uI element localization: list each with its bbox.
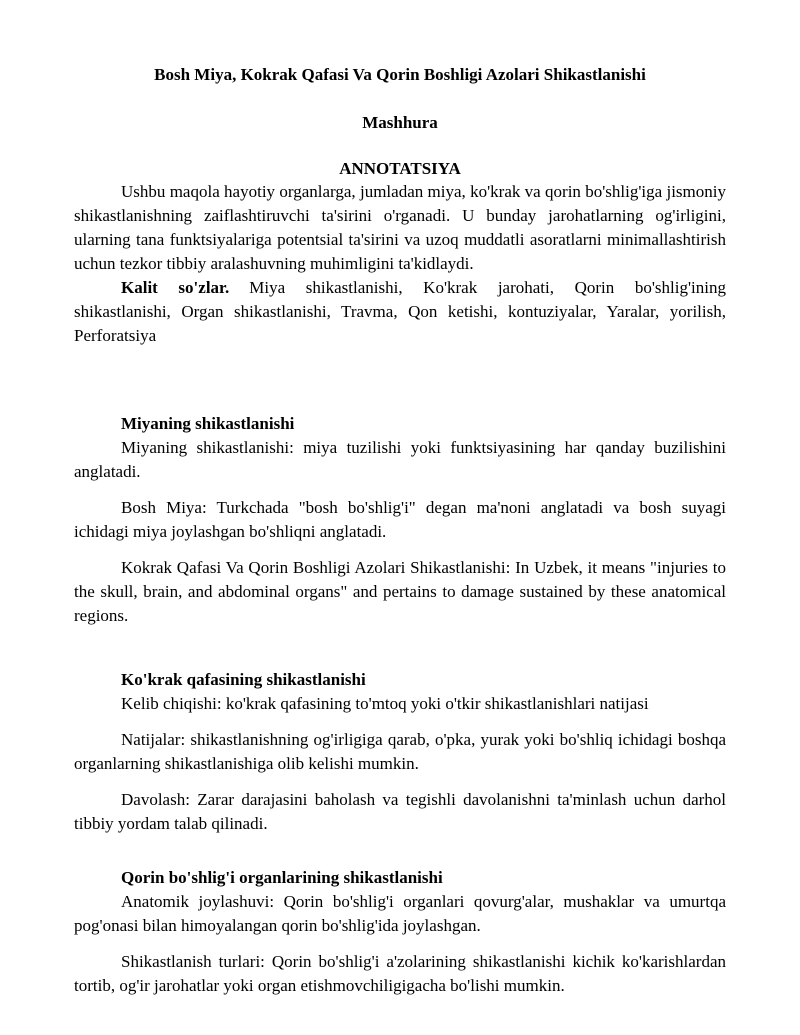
abstract-heading: ANNOTATSIYA (339, 159, 461, 178)
abstract-paragraph: Ushbu maqola hayotiy organlarga, jumladan miya, ko'krak va qorin bo'shlig'iga jismoniy shikastlanishning zaiflashtiruvchi ta'sirini o'rganadi. U bunday jarohatlarning og'irligini, ularning tana funktsiyalariga potentsial ta'sirini va uzoq muddatli asoratlarni minimallashtirish uchun tezkor tibbiy aralashuvning muhimligini ta'kidlaydi. (74, 182, 726, 273)
section-paragraph: Kokrak Qafasi Va Qorin Boshligi Azolari Shikastlanishi: In Uzbek, it means "injuries to the skull, brain, and abdominal organs" and pertains to damage sustained by these anatomical regions. (74, 558, 726, 625)
section-paragraph: Shikastlanish turlari: Qorin bo'shlig'i a'zolarining shikastlanishi kichik ko'karishlardan tortib, og'ir jarohatlar yoki organ etishmovchiligigacha bo'lishi mumkin. (74, 952, 726, 995)
section-paragraph: Bosh Miya: Turkchada "bosh bo'shlig'i" degan ma'noni anglatadi va bosh suyagi ichidagi miya joylashgan bo'shliqni anglatadi. (74, 498, 726, 541)
document-author: Mashhura (362, 113, 438, 132)
keywords-paragraph (74, 276, 726, 348)
document-title: Bosh Miya, Kokrak Qafasi Va Qorin Boshligi Azolari Shikastlanishi (154, 65, 646, 84)
section-heading-abdomen: Qorin bo'shlig'i organlarining shikastlanishi (121, 868, 443, 887)
section-paragraph: Miyaning shikastlanishi: miya tuzilishi yoki funktsiyasining har qanday buzilishini anglatadi. (74, 438, 726, 481)
section-paragraph: Davolash: Zarar darajasini baholash va tegishli davolanishni ta'minlash uchun darhol tibbiy yordam talab qilinadi. (74, 790, 726, 833)
section-paragraph: Kelib chiqishi: ko'krak qafasining to'mtoq yoki o'tkir shikastlanishlari natijasi (121, 694, 649, 713)
section-paragraph: Anatomik joylashuvi: Qorin bo'shlig'i organlari qovurg'alar, mushaklar va umurtqa pog'onasi bilan himoyalangan qorin bo'shlig'ida joylashgan. (74, 892, 726, 935)
section-paragraph: Natijalar: shikastlanishning og'irligiga qarab, o'pka, yurak yoki bo'shliq ichidagi boshqa organlarning shikastlanishiga olib kelishi mumkin. (74, 730, 726, 773)
keywords-text: Miya shikastlanishi, Ko'krak jarohati, Qorin bo'shlig'ining shikastlanishi, Organ shikastlanishi, Travma, Qon ketishi, kontuziyalar, Yaralar, yorilish, Perforatsiya (74, 278, 726, 345)
section-heading-brain: Miyaning shikastlanishi (121, 414, 295, 433)
keywords-label: Kalit so'zlar. (121, 278, 230, 297)
section-heading-chest: Ko'krak qafasining shikastlanishi (121, 670, 366, 689)
